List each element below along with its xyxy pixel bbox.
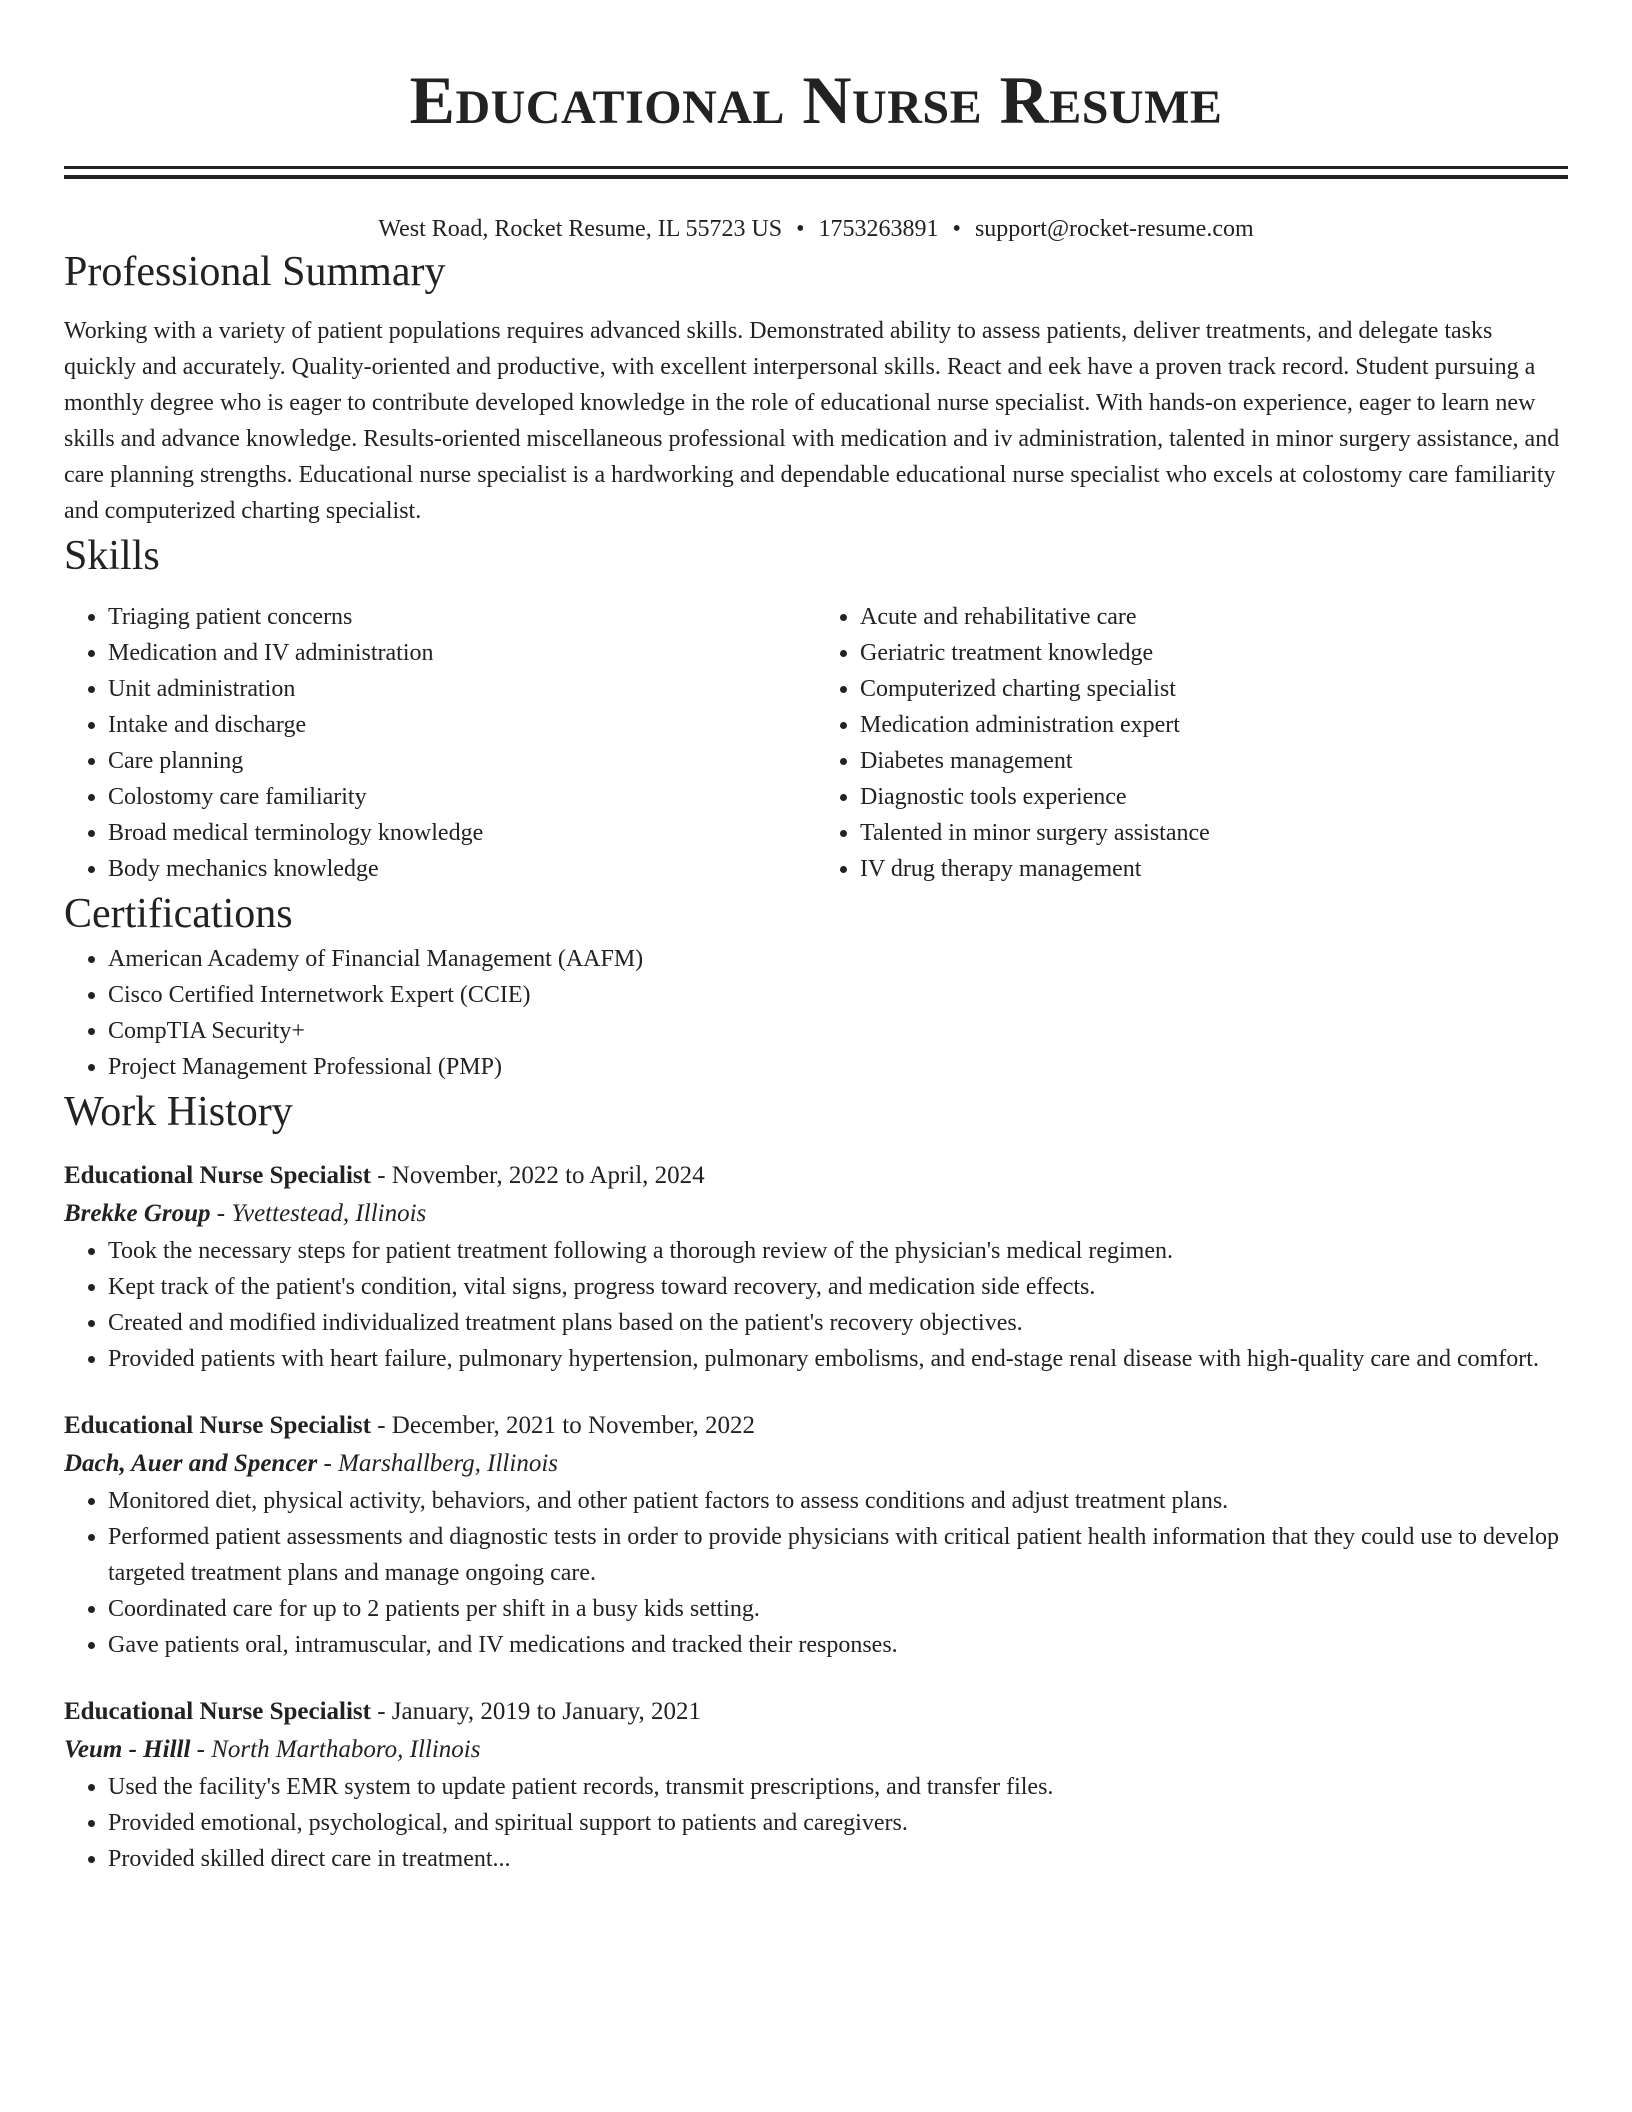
- certification-item: • Cisco Certified Internetwork Expert (CCIE): [108, 977, 1568, 1013]
- contact-separator: •: [796, 216, 805, 242]
- contact-phone: 1753263891: [818, 216, 939, 242]
- job-company-line: [64, 1731, 1568, 1769]
- job-title: Educational Nurse Specialist: [64, 1412, 371, 1439]
- work-history-heading: Work History: [64, 1089, 293, 1135]
- job-location: - North Marthaboro, Illinois: [190, 1736, 481, 1763]
- job-dates: - December, 2021 to November, 2022: [370, 1412, 755, 1439]
- job-dates: - November, 2022 to April, 2024: [370, 1162, 705, 1189]
- job-bullet: • Used the facility's EMR system to update patient records, transmit prescriptions, and transfer files.: [108, 1769, 1568, 1805]
- certifications-list: [64, 941, 1568, 1085]
- skill-item: • Body mechanics knowledge: [108, 851, 816, 887]
- resume-page: [64, 0, 1568, 1877]
- job-bullets: [64, 1233, 1568, 1377]
- skill-item: • IV drug therapy management: [860, 851, 1568, 887]
- certifications-heading: Certifications: [64, 891, 293, 937]
- skills-columns: [64, 599, 1568, 887]
- summary-heading: Professional Summary: [64, 249, 446, 295]
- skill-item: • Medication administration expert: [860, 707, 1568, 743]
- skill-item: • Talented in minor surgery assistance: [860, 815, 1568, 851]
- skill-item: • Geriatric treatment knowledge: [860, 635, 1568, 671]
- skill-item: • Medication and IV administration: [108, 635, 816, 671]
- contact-address: West Road, Rocket Resume, IL 55723 US: [378, 216, 783, 242]
- certification-item: • CompTIA Security+: [108, 1013, 1568, 1049]
- title-divider-top: [64, 166, 1568, 169]
- skill-item: • Colostomy care familiarity: [108, 779, 816, 815]
- job-company: Dach, Auer and Spencer: [64, 1450, 318, 1477]
- skill-item: • Diabetes management: [860, 743, 1568, 779]
- title-divider-bottom: [64, 175, 1568, 179]
- job-company: Veum - Hilll: [64, 1736, 191, 1763]
- job-title-line: [64, 1407, 1568, 1445]
- job-bullet: • Provided emotional, psychological, and spiritual support to patients and caregivers.: [108, 1805, 1568, 1841]
- job-title-line: [64, 1693, 1568, 1731]
- job-title: Educational Nurse Specialist: [64, 1698, 371, 1725]
- job-company-line: [64, 1195, 1568, 1233]
- skill-item: • Triaging patient concerns: [108, 599, 816, 635]
- job-company-line: [64, 1445, 1568, 1483]
- contact-separator: •: [952, 216, 961, 242]
- job-location: - Marshallberg, Illinois: [317, 1450, 559, 1477]
- job-dates: - January, 2019 to January, 2021: [370, 1698, 702, 1725]
- job-entry: [64, 1407, 1568, 1663]
- job-title: Educational Nurse Specialist: [64, 1162, 371, 1189]
- job-bullet: • Provided patients with heart failure, pulmonary hypertension, pulmonary embolisms, and end-stage renal disease with high-quality care and comfort.: [108, 1341, 1568, 1377]
- job-bullet: • Gave patients oral, intramuscular, and IV medications and tracked their responses.: [108, 1627, 1568, 1663]
- skill-item: • Broad medical terminology knowledge: [108, 815, 816, 851]
- skills-right-list: [816, 599, 1568, 887]
- job-bullet: • Took the necessary steps for patient treatment following a thorough review of the physician's medical regimen.: [108, 1233, 1568, 1269]
- summary-text: Working with a variety of patient populations requires advanced skills. Demonstrated ability to assess patients, deliver treatments, and delegate tasks quickly and accurately. Quality-oriented and productive, with excellent interpersonal skills. React and eek have a proven track record. Student pursuing a monthly degree who is eager to contribute developed knowledge in the role of educational nurse specialist. With hands-on experience, eager to learn new skills and advance knowledge. Results-oriented miscellaneous professional with medication and iv administration, talented in minor surgery assistance, and care planning strengths. Educational nurse specialist is a hardworking and dependable educational nurse specialist who excels at colostomy care familiarity and computerized charting specialist.: [64, 318, 1560, 524]
- skill-item: • Intake and discharge: [108, 707, 816, 743]
- job-bullet: • Kept track of the patient's condition, vital signs, progress toward recovery, and medication side effects.: [108, 1269, 1568, 1305]
- job-location: - Yvettestead, Illinois: [210, 1200, 427, 1227]
- skill-item: • Care planning: [108, 743, 816, 779]
- contact-line: [64, 213, 1568, 245]
- skills-left-list: [64, 599, 816, 887]
- resume-title: Educational Nurse Resume: [409, 62, 1223, 138]
- job-bullet: • Created and modified individualized treatment plans based on the patient's recovery objectives.: [108, 1305, 1568, 1341]
- job-bullet: • Provided skilled direct care in treatment...: [108, 1841, 1568, 1877]
- job-bullets: [64, 1483, 1568, 1663]
- certification-item: • Project Management Professional (PMP): [108, 1049, 1568, 1085]
- skills-heading: Skills: [64, 533, 160, 579]
- job-entry: [64, 1157, 1568, 1377]
- job-bullet: • Performed patient assessments and diagnostic tests in order to provide physicians with critical patient health information that they could use to develop targeted treatment plans and manage ongoing care.: [108, 1519, 1568, 1591]
- job-title-line: [64, 1157, 1568, 1195]
- certification-item: • American Academy of Financial Management (AAFM): [108, 941, 1568, 977]
- skill-item: • Unit administration: [108, 671, 816, 707]
- contact-email: support@rocket-resume.com: [974, 216, 1254, 242]
- job-entry: [64, 1693, 1568, 1877]
- job-bullets: [64, 1769, 1568, 1877]
- job-bullet: • Coordinated care for up to 2 patients per shift in a busy kids setting.: [108, 1591, 1568, 1627]
- skill-item: • Computerized charting specialist: [860, 671, 1568, 707]
- skill-item: • Diagnostic tools experience: [860, 779, 1568, 815]
- job-company: Brekke Group: [64, 1200, 211, 1227]
- job-bullet: • Monitored diet, physical activity, behaviors, and other patient factors to assess conditions and adjust treatment plans.: [108, 1483, 1568, 1519]
- skill-item: • Acute and rehabilitative care: [860, 599, 1568, 635]
